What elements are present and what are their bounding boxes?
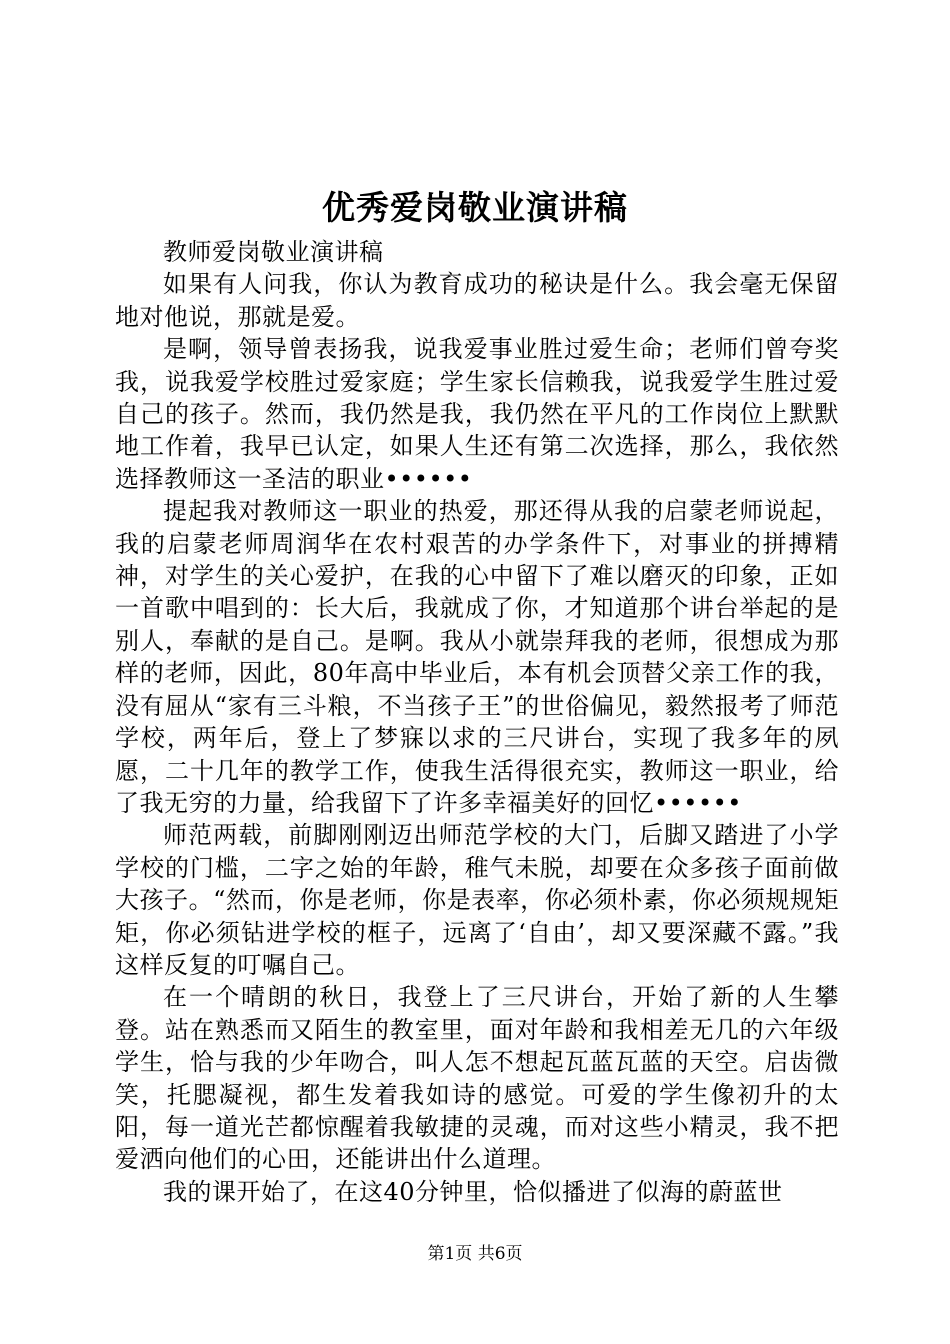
body-paragraph-5: 在一个晴朗的秋日，我登上了三尺讲台，开始了新的人生攀登。站在熟悉而又陌生的教室里，面对年龄和我相差无几的六年级学生，恰与我的少年吻合，叫人怎不想起瓦蓝瓦蓝的天空。启齿微笑，托腮凝视，都生发着我如诗的感觉。可爱的学生像初升的太阳，每一道光芒都惊醒着我敏捷的灵魂，而对这些小精灵，我不把爱洒向他们的心田，还能讲出什么道理。: [115, 983, 839, 1174]
body-paragraph-3: 提起我对教师这一职业的热爱，那还得从我的启蒙老师说起，我的启蒙老师周润华在农村艰苦的办学条件下，对事业的拼搏精神，对学生的关心爱护，在我的心中留下了难以磨灭的印象，正如一首歌中唱到的：长大后，我就成了你，才知道那个讲台举起的是别人，奉献的是自己。是啊。我从小就崇拜我的老师，很想成为那样的老师，因此，80年高中毕业后，本有机会顶替父亲工作的我，没有屈从“家有三斗粮，不当孩子王”的世俗偏见，毅然报考了师范学校，两年后，登上了梦寐以求的三尺讲台，实现了我多年的夙愿，二十几年的教学工作，使我生活得很充实，教师这一职业，给了我无穷的力量，给我留下了许多幸福美好的回忆••••••: [115, 497, 839, 817]
document-title: 优秀爱岗敬业演讲稿: [322, 188, 628, 227]
subtitle-paragraph: 教师爱岗敬业演讲稿: [163, 238, 384, 266]
body-paragraph-4: 师范两载，前脚刚刚迈出师范学校的大门，后脚又踏进了小学学校的门槛，二字之始的年龄，稚气未脱，却要在众多孩子面前做大孩子。“然而，你是老师，你是表率，你必须朴素，你必须规规矩矩，你必须钻进学校的框子，远离了‘自由’，却又要深藏不露。”我这样反复的叮嘱自己。: [115, 821, 839, 979]
document-body: [115, 236, 839, 1208]
body-paragraph-2: 是啊，领导曾表扬我，说我爱事业胜过爱生命；老师们曾夸奖我，说我爱学校胜过爱家庭；学生家长信赖我，说我爱学生胜过爱自己的孩子。然而，我仍然是我，我仍然在平凡的工作岗位上默默地工作着，我早已认定，如果人生还有第二次选择，那么，我依然选择教师这一圣洁的职业••••••: [115, 335, 839, 493]
page-footer: 第1页 共6页: [427, 1244, 523, 1264]
body-paragraph-6: 我的课开始了，在这40分钟里，恰似播进了似海的蔚蓝世: [163, 1177, 783, 1206]
body-paragraph-1: 如果有人问我，你认为教育成功的秘诀是什么。我会毫无保留地对他说，那就是爱。: [115, 270, 839, 331]
